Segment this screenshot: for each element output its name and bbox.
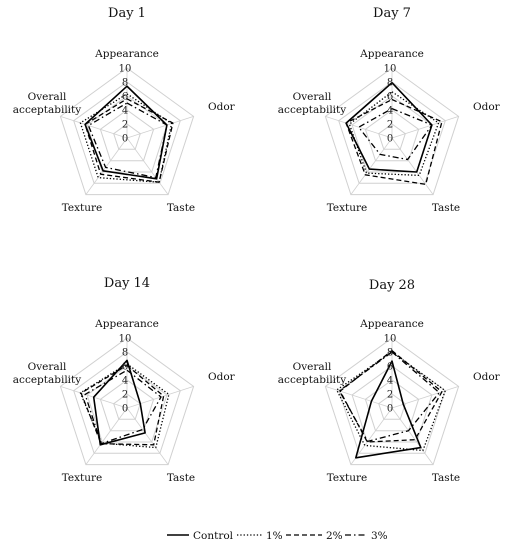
axis-label-overall-acceptability: Overall acceptability bbox=[12, 361, 82, 386]
legend-label-1: 1% bbox=[266, 530, 283, 542]
tick-label: 8 bbox=[386, 347, 394, 359]
tick-label: 4 bbox=[386, 375, 394, 387]
panel-title: Day 28 bbox=[368, 278, 416, 293]
panel-title: Day 14 bbox=[103, 276, 151, 291]
axis-label-appearance: Appearance bbox=[360, 318, 424, 330]
tick-label: 0 bbox=[121, 133, 129, 145]
axis-label-overall-acceptability: Overall acceptability bbox=[277, 361, 347, 386]
axis-label-taste: Taste bbox=[431, 202, 461, 214]
axis-label-odor: Odor bbox=[473, 371, 500, 383]
tick-label: 6 bbox=[386, 91, 394, 103]
tick-label: 8 bbox=[121, 347, 129, 359]
axis-label-overall-acceptability: Overall acceptability bbox=[277, 91, 347, 116]
tick-label: 6 bbox=[121, 361, 129, 373]
axis-label-odor: Odor bbox=[208, 371, 235, 383]
legend-label-control: Control bbox=[193, 530, 234, 542]
axis-label-texture: Texture bbox=[61, 472, 103, 484]
tick-label: 4 bbox=[121, 375, 129, 387]
tick-label: 0 bbox=[386, 133, 394, 145]
axis-label-taste: Taste bbox=[166, 202, 196, 214]
tick-label: 6 bbox=[121, 91, 129, 103]
radar-panel-day-14 bbox=[13, 276, 236, 484]
tick-label: 0 bbox=[121, 403, 129, 415]
tick-label: 8 bbox=[386, 77, 394, 89]
tick-label: 10 bbox=[383, 333, 397, 345]
tick-label: 2 bbox=[386, 119, 394, 131]
axis-label-texture: Texture bbox=[326, 202, 368, 214]
axis-label-appearance: Appearance bbox=[360, 48, 424, 60]
tick-label: 4 bbox=[121, 105, 129, 117]
tick-label: 4 bbox=[386, 105, 394, 117]
radar-panel-day-28 bbox=[278, 278, 501, 484]
tick-label: 2 bbox=[121, 119, 129, 131]
axis-label-overall-acceptability: Overall acceptability bbox=[12, 91, 82, 116]
tick-label: 2 bbox=[386, 389, 394, 401]
tick-label: 10 bbox=[118, 333, 132, 345]
tick-label: 2 bbox=[121, 389, 129, 401]
axis-label-appearance: Appearance bbox=[95, 48, 159, 60]
radar-panel-day-1 bbox=[13, 6, 236, 214]
panel-title: Day 1 bbox=[108, 6, 146, 21]
axis-label-odor: Odor bbox=[208, 101, 235, 113]
tick-label: 8 bbox=[121, 77, 129, 89]
tick-label: 0 bbox=[386, 403, 394, 415]
tick-label: 6 bbox=[386, 361, 394, 373]
axis-label-odor: Odor bbox=[473, 101, 500, 113]
radar-panel-day-7 bbox=[278, 6, 501, 214]
tick-label: 10 bbox=[118, 63, 132, 75]
panel-title: Day 7 bbox=[373, 6, 411, 21]
legend bbox=[167, 530, 388, 542]
axis-label-taste: Taste bbox=[166, 472, 196, 484]
axis-label-appearance: Appearance bbox=[95, 318, 159, 330]
series-line-3 bbox=[359, 109, 432, 160]
legend-label-3: 3% bbox=[371, 530, 388, 542]
axis-label-texture: Texture bbox=[61, 202, 103, 214]
legend-label-2: 2% bbox=[326, 530, 343, 542]
axis-label-texture: Texture bbox=[326, 472, 368, 484]
axis-label-taste: Taste bbox=[431, 472, 461, 484]
tick-label: 10 bbox=[383, 63, 397, 75]
